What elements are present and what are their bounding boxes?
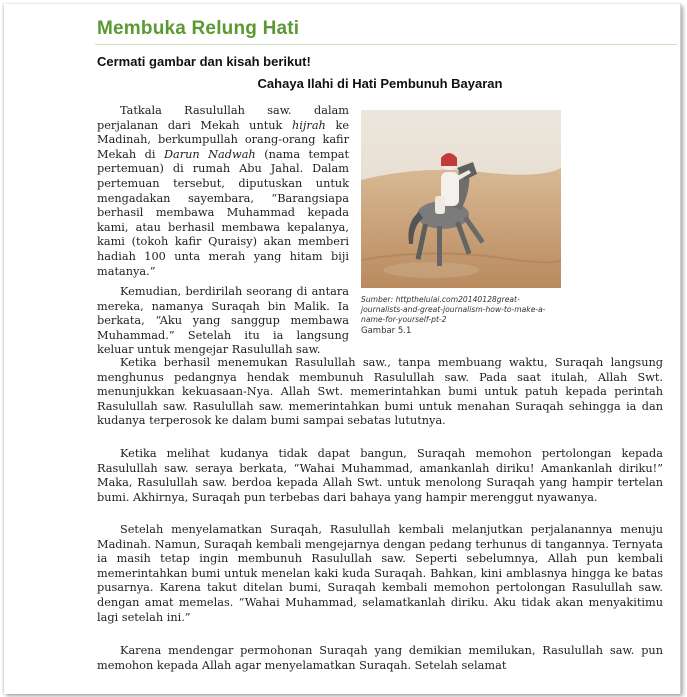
figure-label: Gambar 5.1: [361, 326, 412, 336]
paragraph-full-2: Ketika melihat kudanya tidak dapat bangun, Suraqah memohon pertolongan kepada Rasulullah saw. seraya berkata, “Wahai Muhammad, amankanlah diriku! Amankanlah diriku!” Maka, Rasulullah saw. berdoa kepada Allah Swt. untuk menolong Suraqah yang hampir tertelan bumi. Akhirnya, Suraqah pun terbebas dari bahaya yang hampir merenggut nyawanya.: [97, 447, 663, 504]
paragraph-full-1: Ketika berhasil menemukan Rasulullah saw., tanpa membuang waktu, Suraqah langsung menghunus pedangnya hendak membunuh Rasulullah saw. Pada saat itulah, Allah Swt. menunjukkan kekuasaan-Nya. Allah Swt. memerintahkan bumi untuk patuh kepada perintah Rasulullah saw. Rasulullah saw. memerintahkan bumi untuk menahan Suraqah sehingga ia dan kudanya terperosok ke dalam bumi sampai sebatas lututnya.: [97, 356, 663, 428]
italic-term: Darun Nadwah: [163, 147, 256, 161]
paragraph-text: ke Madinah, berkumpullah orang-orang kafir Mekah di: [97, 118, 350, 161]
instruction-text: Cermati gambar dan kisah berikut!: [97, 54, 311, 69]
textbook-page: [4, 4, 681, 694]
figure-photo-horse-rider: [361, 110, 561, 288]
paragraph-text: Tatkala Rasulullah saw. dalam perjalanan dari Mekah untuk: [97, 104, 349, 132]
paragraph-text: (nama tempat pertemuan) di rumah Abu Jahal. Dalam pertemuan tersebut, diputuskan untuk mengadakan sayembara, “Barangsiapa berhasil membawa Muhammad kepada kami, atau berhasil membawa kepalanya, kami (tokoh kafir Quraisy) akan memberi hadiah 100 unta merah yang hitam biji matanya.”: [97, 147, 349, 278]
figure-source-caption: Sumber: httpthelulai.com20140128great-journalists-and-great-journalism-how-to-make-a-name-for-yourself-pt-2: [361, 295, 546, 324]
paragraph-suraqah: Kemudian, berdirilah seorang di antara mereka, namanya Suraqah bin Malik. Ia berkata, “Aku yang sanggup membawa Muhammad.” Setelah itu ia langsung keluar untuk mengejar Rasulullah saw.: [97, 285, 349, 357]
paragraph-intro: [97, 104, 349, 279]
section-title: Membuka Relung Hati: [97, 18, 300, 39]
story-title: Cahaya Ilahi di Hati Pembunuh Bayaran: [257, 76, 503, 91]
paragraph-full-3: Setelah menyelamatkan Suraqah, Rasulullah kembali melanjutkan perjalanannya menuju Madinah. Namun, Suraqah kembali mengejarnya dengan pedang terhunus di tangannya. Ternyata ia masih tetap ingin membunuh Rasulullah saw. Seperti sebelumnya, Allah pun kembali memerintahkan bumi untuk menelan kaki kuda Suraqah. Bahkan, kini amblasnya hingga ke batas pusarnya. Karena takut ditelan bumi, Suraqah kembali memohon pertolongan Rasulullah saw. dengan amat memelas. “Wahai Muhammad, selamatkanlah diriku. Aku tidak akan menyakitimu lagi setelah ini.”: [97, 523, 663, 624]
paragraph-full-4: Karena mendengar permohonan Suraqah yang demikian memilukan, Rasulullah saw. pun memohon kepada Allah agar menyelamatkan Suraqah. Setelah selamat: [97, 644, 663, 672]
italic-term: hijrah: [292, 118, 326, 132]
horse-rider-illustration: [361, 110, 561, 288]
heading-divider: [95, 44, 677, 45]
